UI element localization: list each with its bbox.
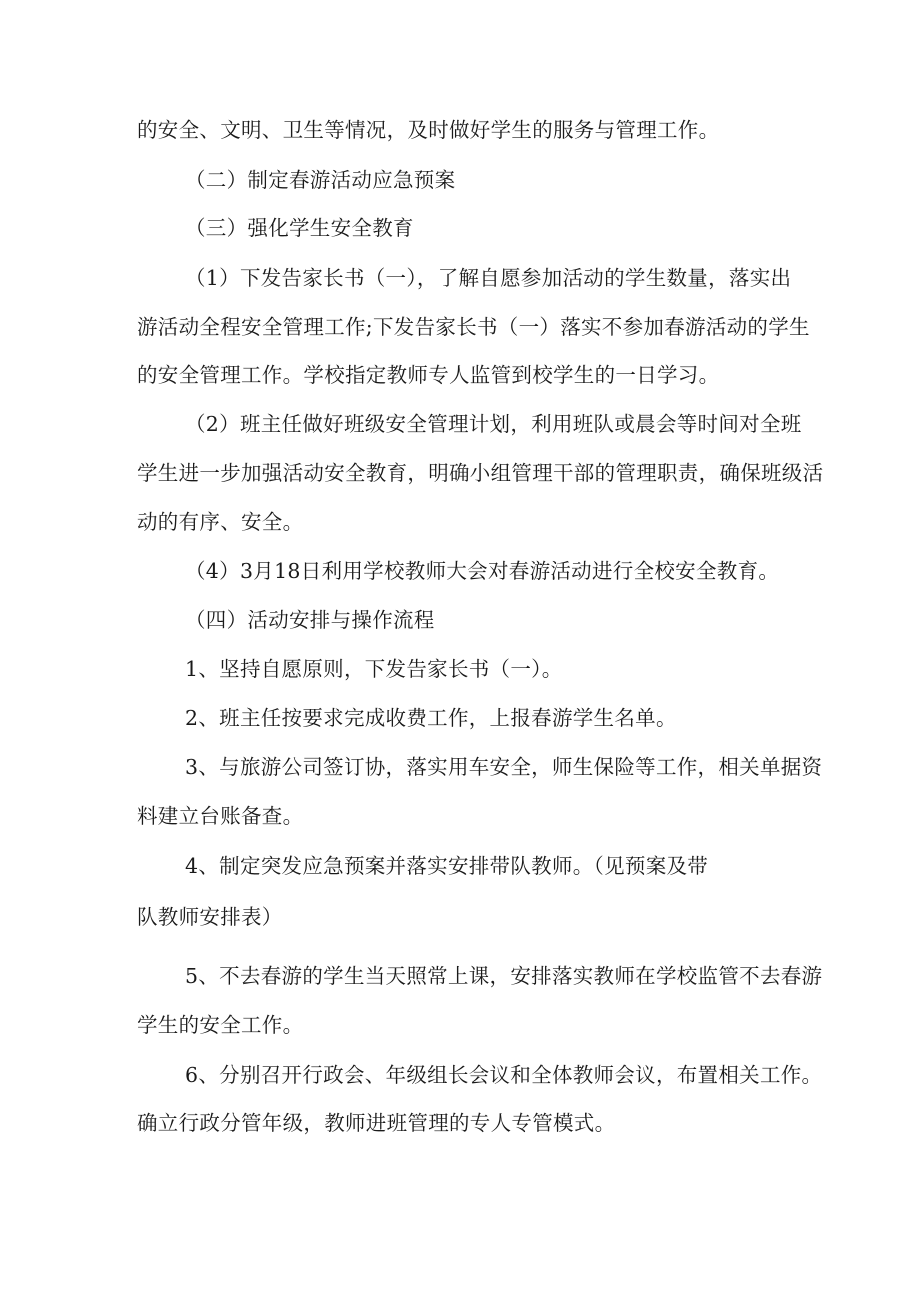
list-item: 3、与旅游公司签订协，落实用车安全，师生保险等工作，相关单据资 [185,755,823,779]
list-item: 2、班主任按要求完成收费工作，上报春游学生名单。 [185,706,677,730]
section-heading: （四）活动安排与操作流程 [185,608,435,632]
paragraph-line: 料建立台账备查。 [137,804,304,828]
list-item: 6、分别召开行政会、年级组长会议和全体教师会议，布置相关工作。 [185,1063,823,1087]
paragraph-line: 动的有序、安全。 [137,510,304,534]
list-item: 4、制定突发应急预案并落实安排带队教师。（见预案及带 [185,854,709,878]
section-heading: （二）制定春游活动应急预案 [185,168,456,192]
paragraph-line: 的安全、文明、卫生等情况，及时做好学生的服务与管理工作。 [137,118,720,142]
paragraph-line: 学生进一步加强活动安全教育，明确小组管理干部的管理职责，确保班级活 [137,461,824,485]
paragraph-line: 队教师安排表） [137,905,283,929]
paragraph-line: 游活动全程安全管理工作;下发告家长书（一）落实不参加春游活动的学生 [137,315,810,339]
list-item: 1、坚持自愿原则，下发告家长书（一）。 [185,657,563,681]
paragraph-line: （2）班主任做好班级安全管理计划，利用班队或晨会等时间对全班 [185,412,802,436]
list-item: 5、不去春游的学生当天照常上课，安排落实教师在学校监管不去春游 [185,964,823,988]
paragraph-line: 的安全管理工作。学校指定教师专人监管到校学生的一日学习。 [137,363,720,387]
paragraph-line: 学生的安全工作。 [137,1013,304,1037]
paragraph-line: （1）下发告家长书（一），了解自愿参加活动的学生数量，落实出 [185,266,792,290]
section-heading: （三）强化学生安全教育 [185,216,414,240]
paragraph-line: 确立行政分管年级，教师进班管理的专人专管模式。 [137,1111,616,1135]
paragraph-line: （4）3月18日利用学校教师大会对春游活动进行全校安全教育。 [185,559,780,583]
